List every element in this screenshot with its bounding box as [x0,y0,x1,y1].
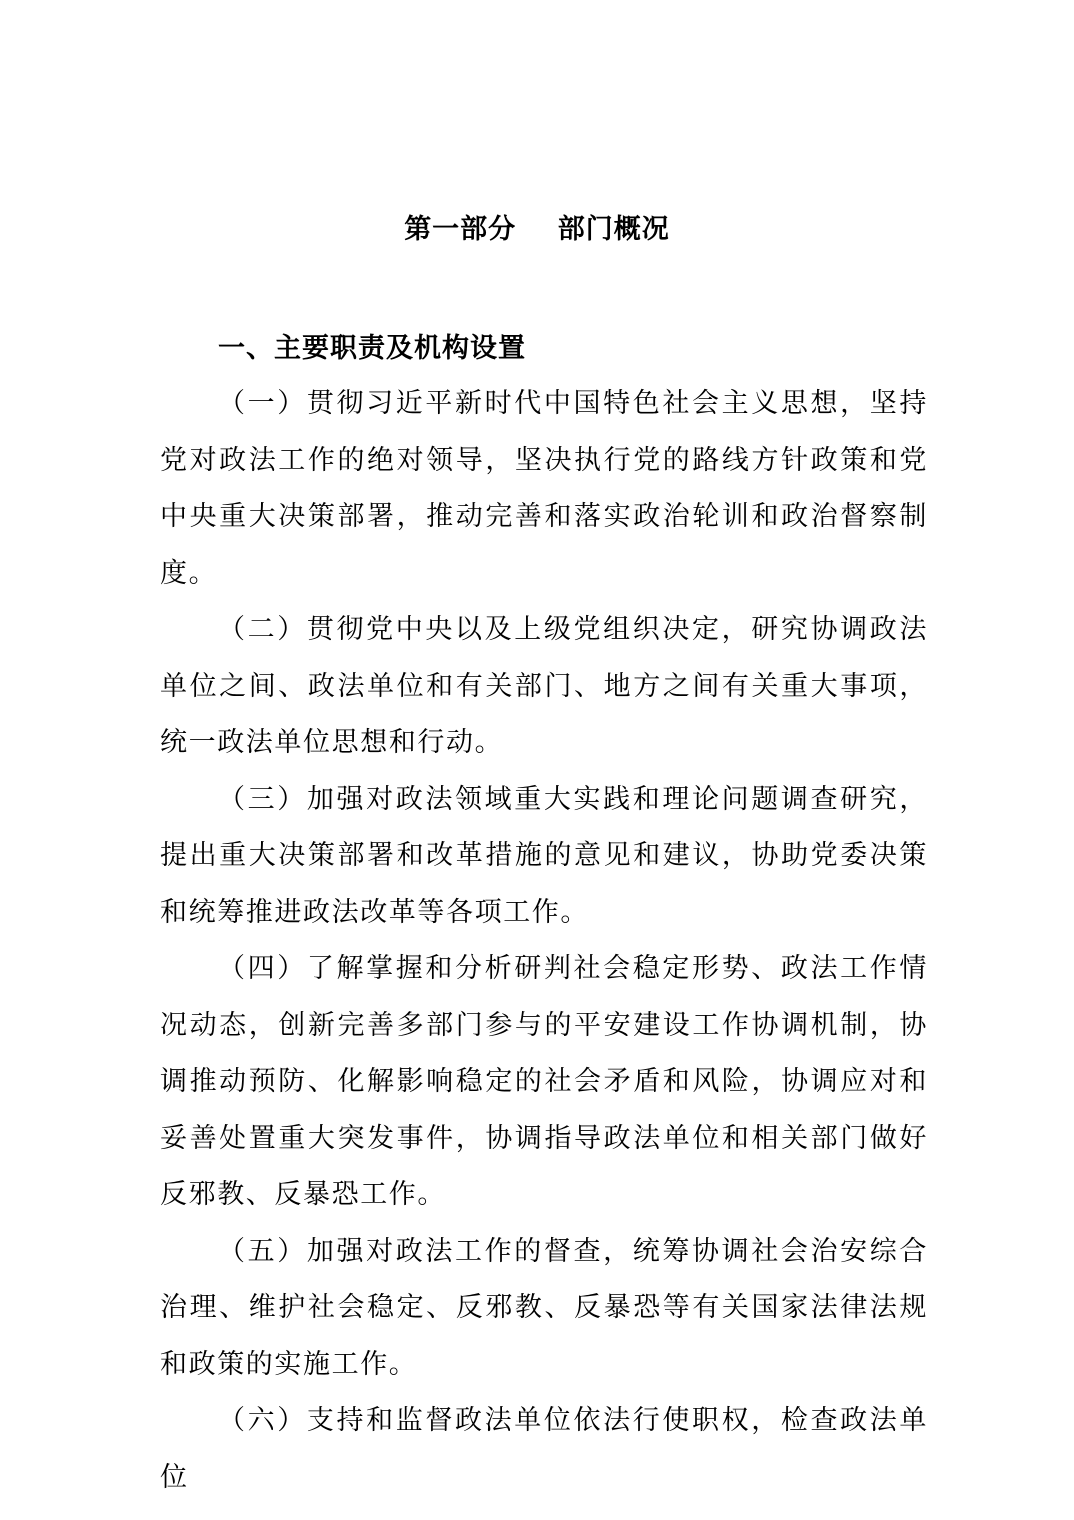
paragraph-5: （五）加强对政法工作的督查，统筹协调社会治安综合治理、维护社会稳定、反邪教、反暴恐等有关国家法律法规和政策的实施工作。 [160,1235,928,1380]
paragraph-6: （六）支持和监督政法单位依法行使职权，检查政法单位 [160,1405,928,1493]
part-title: 第一部分 部门概况 [404,214,670,245]
section-heading: 一、主要职责及机构设置 [218,333,526,364]
paragraph-2: （二）贯彻党中央以及上级党组织决定，研究协调政法单位之间、政法单位和有关部门、地方之间有关重大事项，统一政法单位思想和行动。 [160,614,928,758]
paragraph-3: （三）加强对政法领域重大实践和理论问题调查研究，提出重大决策部署和改革措施的意见和建议，协助党委决策和统筹推进政法改革等各项工作。 [160,783,928,928]
paragraph-1: （一）贯彻习近平新时代中国特色社会主义思想，坚持党对政法工作的绝对领导，坚决执行党的路线方针政策和党中央重大决策部署，推动完善和落实政治轮训和政治督察制度。 [160,388,928,589]
body-text [160,376,928,1506]
paragraph-4: （四）了解掌握和分析研判社会稳定形势、政法工作情况动态，创新完善多部门参与的平安建设工作协调机制，协调推动预防、化解影响稳定的社会矛盾和风险，协调应对和妥善处置重大突发事件，协调指导政法单位和相关部门做好反邪教、反暴恐工作。 [160,953,928,1210]
